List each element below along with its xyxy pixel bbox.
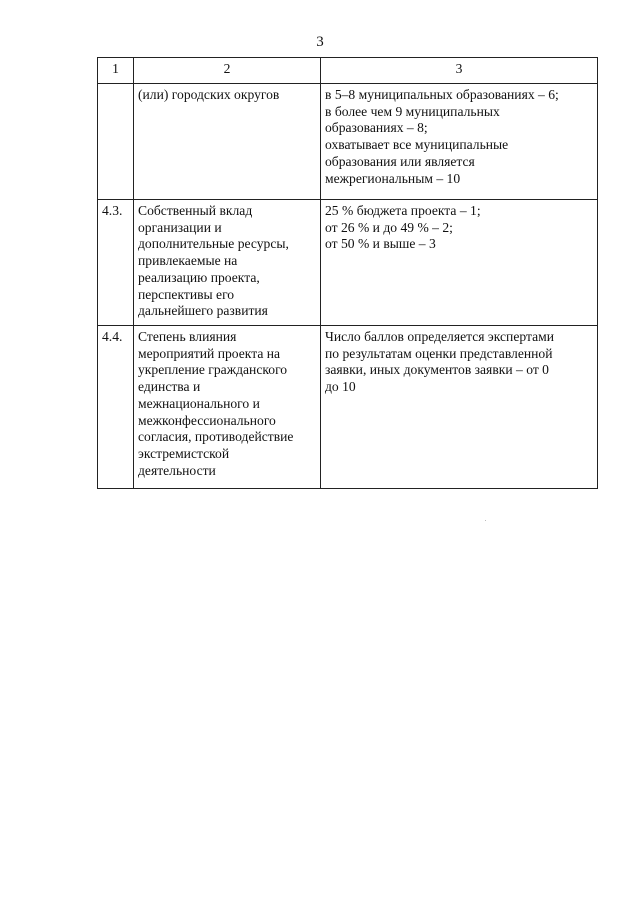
- row-number-cell: 4.4.: [98, 326, 134, 489]
- scan-speck: [485, 520, 486, 521]
- table-header-row: [98, 58, 598, 84]
- table-row: [98, 200, 598, 326]
- column-header-2: 2: [134, 58, 321, 84]
- table-row: [98, 326, 598, 489]
- criterion-cell: Степень влияния мероприятий проекта на укрепление гражданского единства и межнационального и межконфессионального согласия, противодействие экстремистской деятельности: [134, 326, 321, 489]
- criterion-cell: Собственный вклад организации и дополнительные ресурсы, привлекаемые на реализацию проекта, перспективы его дальнейшего развития: [134, 200, 321, 326]
- column-header-1: 1: [98, 58, 134, 84]
- column-header-3: 3: [321, 58, 598, 84]
- criterion-cell: (или) городских округов: [134, 84, 321, 200]
- scoring-cell: 25 % бюджета проекта – 1; от 26 % и до 49 % – 2; от 50 % и выше – 3: [321, 200, 598, 326]
- row-number-cell: [98, 84, 134, 200]
- scoring-cell: Число баллов определяется экспертами по результатам оценки представленной заявки, иных документов заявки – от 0 до 10: [321, 326, 598, 489]
- row-number-cell: 4.3.: [98, 200, 134, 326]
- criteria-table: [97, 57, 598, 489]
- page-number: 3: [316, 34, 324, 50]
- scoring-cell: в 5–8 муниципальных образованиях – 6; в более чем 9 муниципальных образованиях – 8; охватывает все муниципальные образования или является межрегиональным – 10: [321, 84, 598, 200]
- table-row: [98, 84, 598, 200]
